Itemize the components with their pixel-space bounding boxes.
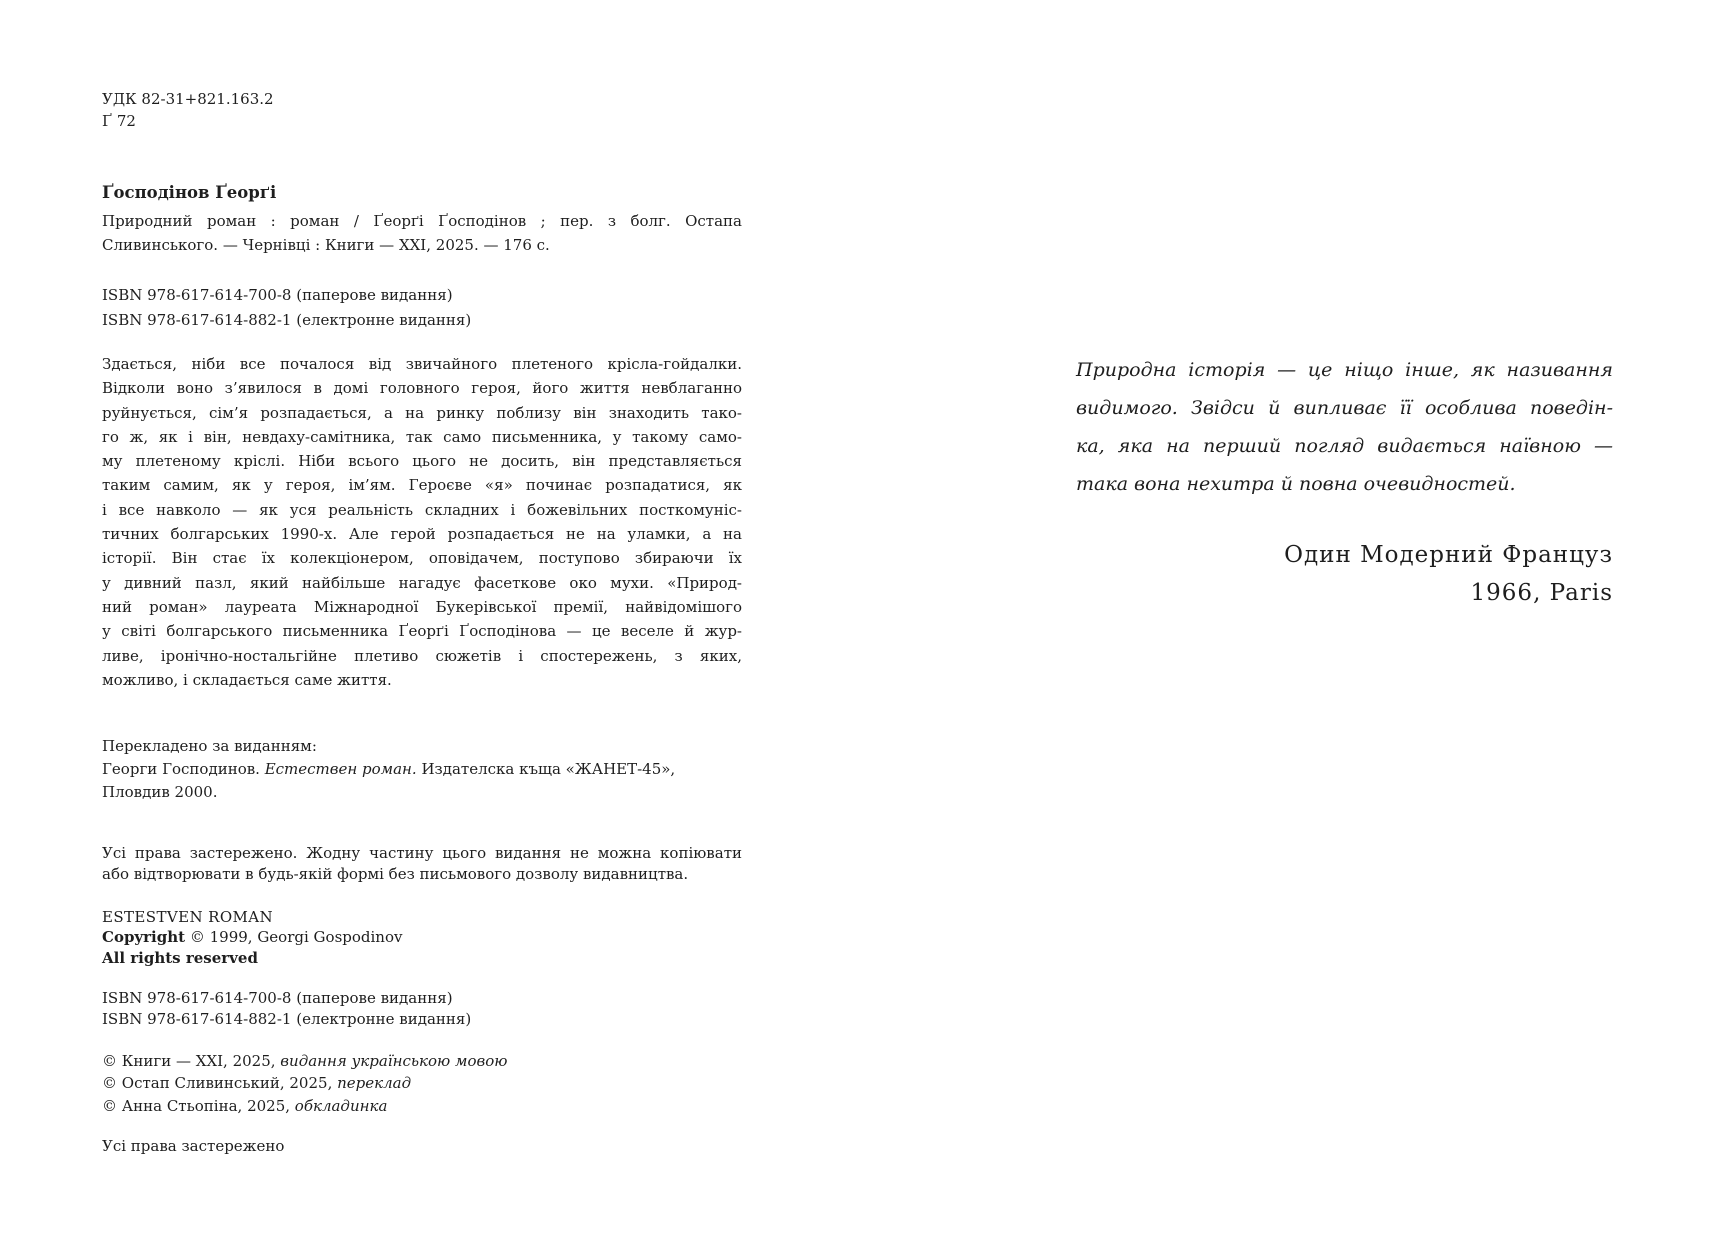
text-line: Природна історія — це ніщо інше, як називання bbox=[1076, 359, 1613, 381]
text-line: руйнується, сім’я розпадається, а на ринку поблизу він знаходить тако- bbox=[102, 403, 742, 422]
author-heading: Ґосподінов Ґеорґі bbox=[102, 183, 277, 202]
text-line: Здається, ніби все почалося від звичайного плетеного крісла-гойдалки. bbox=[102, 355, 742, 373]
udc-number: УДК 82-31+821.163.2 bbox=[102, 90, 274, 108]
credit-cover-text: © Анна Стьопіна, 2025, bbox=[102, 1096, 295, 1115]
translation-source-label: Перекладено за виданням: bbox=[102, 737, 317, 755]
text-line: така вона нехитра й повна очевидностей. bbox=[1076, 473, 1516, 495]
isbn-block-bottom bbox=[102, 988, 742, 1029]
credit-cover-designer bbox=[102, 1095, 742, 1117]
colophon-block bbox=[102, 907, 742, 968]
text-line: ний роман» лауреата Міжнародної Букерівської премії, найвідомішого bbox=[102, 597, 742, 616]
text-line: ISBN 978-617-614-700-8 (паперове видання) bbox=[102, 286, 453, 304]
text-line: Природний роман : роман / Ґеорґі Ґосподінов ; пер. з болг. Остапа bbox=[102, 212, 742, 230]
text-line: ISBN 978-617-614-882-1 (електронне видання) bbox=[102, 311, 472, 329]
epigraph-quote bbox=[1076, 351, 1613, 503]
translation-source-title: Естествен роман. bbox=[264, 760, 417, 778]
credit-translator-role: переклад bbox=[337, 1074, 412, 1093]
copyright-line bbox=[102, 927, 742, 947]
text-line: видимого. Звідси й випливає її особлива поведін- bbox=[1076, 397, 1613, 419]
credit-publisher bbox=[102, 1050, 742, 1072]
text-line: Відколи воно з’явилося в домі головного героя, його життя невблаганно bbox=[102, 379, 742, 398]
credit-translator-text: © Остап Сливинський, 2025, bbox=[102, 1074, 338, 1093]
annotation-paragraph bbox=[102, 352, 742, 692]
copyright-credits bbox=[102, 1050, 742, 1117]
epigraph-author: Один Модерний Француз bbox=[1284, 542, 1613, 568]
isbn-block-top bbox=[102, 283, 742, 333]
epigraph-attribution bbox=[1076, 536, 1613, 612]
rights-notice bbox=[102, 843, 742, 884]
text-line: можливо, і складається саме життя. bbox=[102, 670, 392, 689]
final-rights-line: Усі права застережено bbox=[102, 1137, 285, 1155]
translation-source-block bbox=[102, 735, 742, 804]
text-line: і все навколо — як уся реальність складних і божевільних посткомуніс- bbox=[102, 500, 742, 519]
text-line: ISBN 978-617-614-882-1 (електронне видання) bbox=[102, 1009, 472, 1028]
credit-cover-role: обкладинка bbox=[294, 1096, 388, 1115]
translation-source-publisher: Издателска къща «ЖАНЕТ-45», bbox=[416, 760, 676, 778]
credit-publisher-role: видання українською мовою bbox=[280, 1052, 508, 1070]
text-line: ка, яка на перший погляд видається наївною — bbox=[1076, 435, 1613, 457]
translation-source-entry bbox=[102, 758, 742, 781]
text-line: му плетеному кріслі. Ніби всього цього не досить, він представляється bbox=[102, 452, 742, 471]
text-line: ISBN 978-617-614-700-8 (паперове видання) bbox=[102, 989, 453, 1007]
text-line: Усі права застережено. Жодну частину цього видання не можна копіювати bbox=[102, 844, 742, 862]
text-line: у дивний пазл, який найбільше нагадує фасеткове око мухи. «Природ- bbox=[102, 573, 742, 592]
bibliographic-entry bbox=[102, 210, 742, 257]
epigraph-origin: 1966, Paris bbox=[1470, 580, 1613, 606]
copyright-word: Copyright bbox=[102, 928, 186, 947]
text-line: ливе, іронічно-ностальгійне плетиво сюжетів і спостережень, з яких, bbox=[102, 646, 742, 665]
text-line: тичних болгарських 1990-х. Але герой розпадається не на уламки, а на bbox=[102, 525, 742, 544]
credit-publisher-text: © Книги — XXI, 2025, bbox=[102, 1052, 281, 1070]
author-sign: Ґ 72 bbox=[102, 112, 136, 130]
credit-translator bbox=[102, 1072, 742, 1094]
original-title: ESTESTVEN ROMAN bbox=[102, 908, 274, 926]
text-line: таким самим, як у героя, ім’ям. Героєве «я» починає розпадатися, як bbox=[102, 476, 742, 495]
translation-source-city: Пловдив 2000. bbox=[102, 783, 218, 801]
text-line: або відтворювати в будь-якій формі без письмового дозволу видавництва. bbox=[102, 864, 689, 883]
copyright-holder: © 1999, Georgi Gospodinov bbox=[185, 928, 403, 947]
text-line: го ж, як і він, невдаху-самітника, так само письменника, у такому само- bbox=[102, 427, 742, 446]
udc-block bbox=[102, 88, 274, 132]
text-line: Сливинського. — Чернівці : Книги — XXI, 2025. — 176 с. bbox=[102, 235, 550, 254]
text-line: у світі болгарського письменника Ґеорґі Ґосподінова — це веселе й жур- bbox=[102, 622, 742, 641]
all-rights-reserved: All rights reserved bbox=[102, 948, 258, 967]
text-line: історії. Він стає їх колекціонером, оповідачем, поступово збираючи їх bbox=[102, 549, 742, 568]
translation-source-author: Георги Господинов. bbox=[102, 760, 265, 778]
